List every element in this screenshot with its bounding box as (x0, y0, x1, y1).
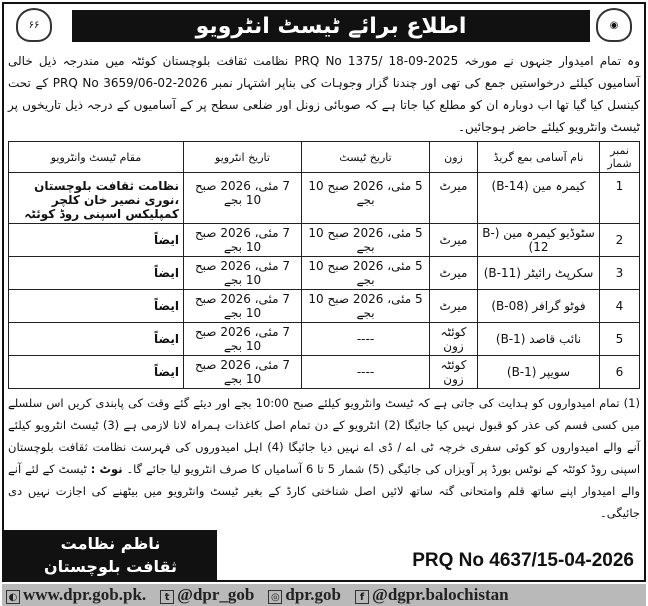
interview-date-cell: 7 مئی، 2026 صبح 10 بجے (184, 290, 302, 323)
zone-cell: کوئٹہ زون (430, 356, 478, 389)
serial-cell: 1 (600, 173, 640, 224)
test-date-cell: ---- (302, 356, 430, 389)
signature-line-2: ثقافت بلوچستان (43, 557, 178, 576)
zone-cell: میرٹ (430, 257, 478, 290)
post-cell: کیمرہ مین (B-14) (478, 173, 600, 224)
website-link[interactable] (6, 585, 146, 605)
interview-date-cell: 7 مئی، 2026 صبح 10 بجے (184, 257, 302, 290)
zone-cell: میرٹ (430, 173, 478, 224)
interview-date-cell: 7 مئی، 2026 صبح 10 بجے (184, 224, 302, 257)
table-row (9, 290, 640, 323)
table-row (9, 323, 640, 356)
signature-line-1: ناظم نظامت (60, 534, 161, 553)
serial-cell: 5 (600, 323, 640, 356)
post-cell: سویپر (B-1) (478, 356, 600, 389)
table-row (9, 356, 640, 389)
venue-cell: ایضاً (9, 224, 184, 257)
interview-date-cell: 7 مئی، 2026 صبح 10 بجے (184, 323, 302, 356)
test-date-cell: 5 مئی، 2026 صبح 10 بجے (302, 173, 430, 224)
footer-bar (2, 584, 646, 606)
test-date-cell: ---- (302, 323, 430, 356)
intro-paragraph: وہ تمام امیدوار جنہوں نے مورخہ PRQ No 1375/ 18-09-2025 نظامت ثقافت بلوچستان کوئٹہ میں مندرجہ ذیل خالی آسامیوں کیلئے درخواستیں جمع کی تھی اور چندنا گزار وجوہات کی بناپر اشتہار نمبر PRQ No 3659/06-02-2026 کے تحت کینسل کیا گیا تھا اب دوبارہ ان کو مطلع کیا جاتا ہے کہ صوبائی زونل اور ضلعی سطح پر کے آسامیوں کے درجہ ذیل تاریخوں پر ٹیسٹ وانٹرویو کیلئے حاضر ہوجائیں۔ (8, 54, 640, 134)
page-title: اطلاع برائے ٹیسٹ انٹرویو (72, 10, 590, 42)
venue-cell: ایضاً (9, 257, 184, 290)
bottom-section (8, 530, 640, 580)
serial-cell: 2 (600, 224, 640, 257)
header (8, 8, 640, 46)
col-header: تاریخ انٹرویو (184, 142, 302, 173)
facebook-text: @dgpr.balochistan (372, 585, 509, 604)
test-date-cell: 5 مئی، 2026 صبح 10 بجے (302, 257, 430, 290)
col-header: تاریخ ٹیسٹ (302, 142, 430, 173)
facebook-link[interactable] (355, 585, 509, 605)
col-header: نام آسامی بمع گریڈ (478, 142, 600, 173)
test-date-cell: 5 مئی، 2026 صبح 10 بجے (302, 290, 430, 323)
schedule-table (8, 141, 640, 389)
table-row (9, 173, 640, 224)
post-cell: نائب قاصد (B-1) (478, 323, 600, 356)
government-seal-icon: ◉ (596, 8, 632, 42)
ad-frame (2, 2, 646, 582)
venue-cell: ایضاً (9, 290, 184, 323)
venue-cell: نظامت ثقافت بلوچستان ،نوری نصیر خان کلچر کمپلیکس اسپنی روڈ کوئٹہ (9, 173, 184, 224)
interview-date-cell: 7 مئی، 2026 صبح 10 بجے (184, 173, 302, 224)
table-row (9, 224, 640, 257)
table-header-row (9, 142, 640, 173)
venue-cell: ایضاً (9, 323, 184, 356)
note-text: ٹیسٹ کے لئے آنے والے امیدوار اپنے ساتھ قلم وامتحانی گتہ ساتھ لائیں اصل شناختی کارڈ کے بغیر ٹیسٹ وانٹرویو میں بیٹھنے کی اجازت نہیں دی جائیگی۔ (8, 462, 640, 520)
venue-cell: ایضاً (9, 356, 184, 389)
interview-date-cell: 7 مئی، 2026 صبح 10 بجے (184, 356, 302, 389)
serial-cell: 6 (600, 356, 640, 389)
note-label: نوٹ : (90, 462, 123, 476)
col-header: مقام ٹیسٹ وانٹرویو (9, 142, 184, 173)
zone-cell: کوئٹہ زون (430, 323, 478, 356)
serial-cell: 4 (600, 290, 640, 323)
post-cell: سکرپٹ رائیٹر (B-11) (478, 257, 600, 290)
zone-cell: میرٹ (430, 290, 478, 323)
col-header: زون (430, 142, 478, 173)
zone-cell: میرٹ (430, 224, 478, 257)
serial-cell: 3 (600, 257, 640, 290)
post-cell: فوٹو گرافر (B-08) (478, 290, 600, 323)
twitter-icon: t (160, 590, 174, 604)
col-header: نمبر شمار (600, 142, 640, 173)
instructions (8, 392, 640, 524)
twitter-text: @dpr_gob (177, 585, 255, 604)
instagram-text: dpr.gob (285, 585, 341, 604)
instructions-body: (1) تمام امیدواروں کو ہدایت کی جاتی ہے کہ ٹیسٹ وانٹرویو کیلئے صبح 10:00 بجے اور دیئے گئے وقت کی پابندی کریں اس سلسلے میں کسی قسم کی عذر کو قبول نہیں کیا جائیگا (2) انٹرویو کے دن تمام اصل کاغذات ہمراہ لانا لازمی ہے (3) ٹیسٹ انٹرویو کیلئے آنے والے امیدواروں کو کوئی سفری خرچہ ٹی اے / ڈی اے نہیں دیا جائیگا (4) اہل امیدوروں کی فہرست نظامت ثقافت بلوچستان اسپنی روڈ کوئٹہ کے نوٹس بورڈ پر آویزاں کی جائیگی (5) شمار 5 تا 6 آسامیاں کا صرف انٹرویو لیا جائے گا۔ (8, 396, 641, 476)
website-text: www.dpr.gob.pk. (23, 585, 147, 604)
facebook-icon: f (355, 590, 369, 604)
post-cell: سٹوڈیو کیمرہ مین (B-12) (478, 224, 600, 257)
globe-icon: ◐ (6, 590, 20, 604)
instagram-link[interactable] (268, 585, 341, 605)
department-logo-icon: ۶۶ (16, 8, 52, 42)
signature-block (4, 530, 217, 580)
table-row (9, 257, 640, 290)
instagram-icon: ◎ (268, 590, 282, 604)
twitter-link[interactable] (160, 585, 254, 605)
prq-number: PRQ No 4637/15-04-2026 (412, 550, 634, 571)
test-date-cell: 5 مئی، 2026 صبح 10 بجے (302, 224, 430, 257)
